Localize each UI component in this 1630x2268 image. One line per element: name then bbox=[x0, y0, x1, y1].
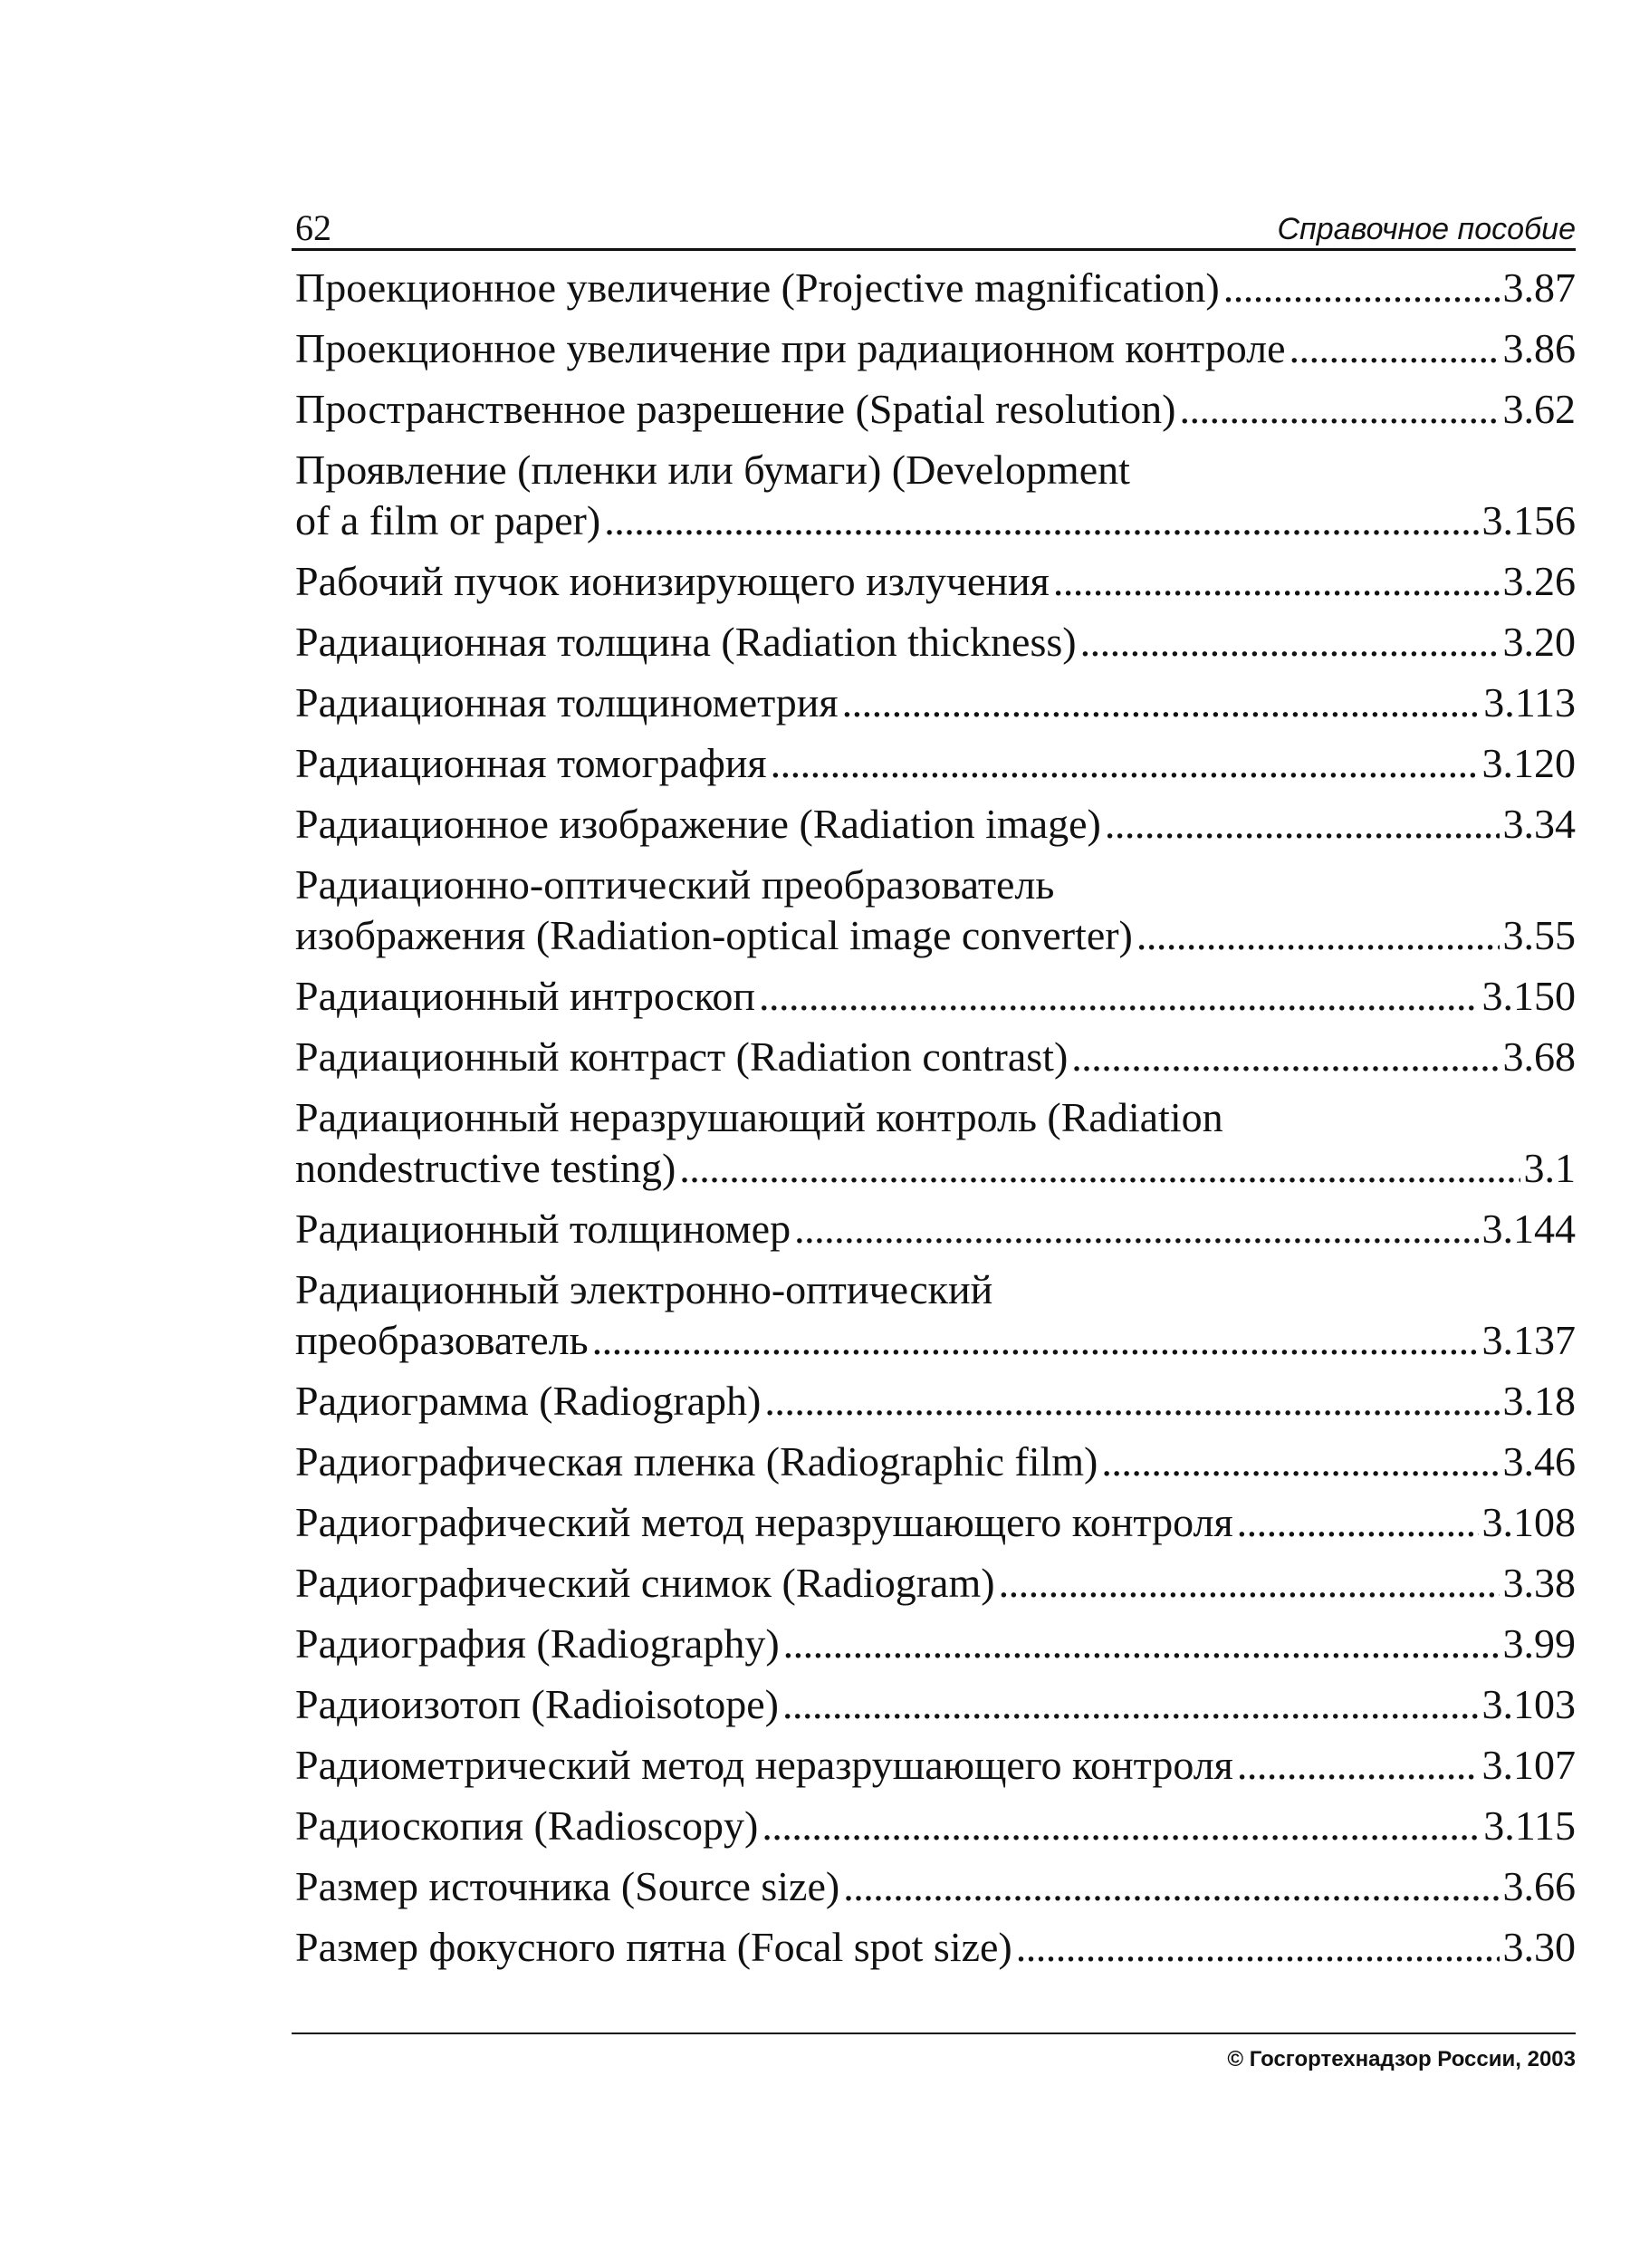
dot-leader bbox=[762, 1795, 1480, 1856]
entry-row bbox=[295, 1552, 1576, 1613]
entry-row bbox=[295, 966, 1576, 1026]
entry-row bbox=[295, 318, 1576, 379]
dot-leader bbox=[1053, 551, 1500, 611]
entry-row bbox=[295, 1917, 1576, 1977]
index-entry bbox=[295, 1492, 1576, 1552]
entry-row bbox=[295, 1613, 1576, 1674]
entry-term: of a film or paper) bbox=[295, 497, 601, 543]
entry-row bbox=[295, 1492, 1576, 1552]
index-entry bbox=[295, 1259, 1576, 1370]
index-entry bbox=[295, 439, 1576, 551]
dot-leader bbox=[1105, 793, 1500, 854]
running-title: Справочное пособие bbox=[1277, 212, 1576, 246]
entry-reference: 3.115 bbox=[1483, 1802, 1576, 1849]
entry-reference: 3.1 bbox=[1523, 1145, 1576, 1191]
index-entry bbox=[295, 1795, 1576, 1856]
entry-row bbox=[295, 551, 1576, 611]
entry-row bbox=[295, 1026, 1576, 1087]
entry-row bbox=[295, 1315, 1576, 1366]
entry-row bbox=[295, 1735, 1576, 1795]
index-entry bbox=[295, 966, 1576, 1026]
entry-term: Радиационный интроскоп bbox=[295, 973, 756, 1019]
dot-leader bbox=[783, 1613, 1500, 1674]
index-entry bbox=[295, 551, 1576, 611]
index-entry bbox=[295, 672, 1576, 733]
entry-row bbox=[295, 910, 1576, 961]
dot-leader bbox=[1136, 910, 1500, 961]
entry-row bbox=[295, 1795, 1576, 1856]
entry-term: Пространственное разрешение (Spatial resolution) bbox=[295, 386, 1176, 432]
entry-reference: 3.18 bbox=[1502, 1378, 1576, 1424]
dot-leader bbox=[999, 1552, 1500, 1613]
dot-leader bbox=[794, 1198, 1478, 1259]
entry-term-line: Радиационный неразрушающий контроль (Radiation bbox=[295, 1094, 1223, 1140]
entry-term-line: Радиационный электронно-оптический bbox=[295, 1266, 993, 1312]
entry-row bbox=[295, 733, 1576, 793]
dot-leader bbox=[1237, 1735, 1479, 1795]
entry-term: Радиография (Radiography) bbox=[295, 1620, 780, 1667]
entry-term-line: Проявление (пленки или бумаги) (Development bbox=[295, 447, 1130, 493]
entry-term: Радиационный толщиномер bbox=[295, 1206, 791, 1252]
entry-row bbox=[295, 1198, 1576, 1259]
entry-reference: 3.150 bbox=[1481, 973, 1576, 1019]
entry-term: Радиометрический метод неразрушающего контроля bbox=[295, 1742, 1233, 1788]
index-entry bbox=[295, 854, 1576, 966]
dot-leader bbox=[843, 1856, 1499, 1917]
dot-leader bbox=[771, 733, 1479, 793]
dot-leader bbox=[1080, 611, 1500, 672]
dot-leader bbox=[782, 1674, 1479, 1735]
entry-term: Размер фокусного пятна (Focal spot size) bbox=[295, 1924, 1012, 1970]
index-entry bbox=[295, 1613, 1576, 1674]
index-entry bbox=[295, 611, 1576, 672]
entry-reference: 3.34 bbox=[1502, 801, 1576, 847]
index-entry bbox=[295, 1198, 1576, 1259]
index-entry bbox=[295, 1370, 1576, 1431]
entry-row bbox=[295, 793, 1576, 854]
index-entry bbox=[295, 1674, 1576, 1735]
entry-row bbox=[295, 672, 1576, 733]
entry-reference: 3.137 bbox=[1481, 1317, 1576, 1363]
index-entry bbox=[295, 1431, 1576, 1492]
index-entry bbox=[295, 1087, 1576, 1198]
entry-row bbox=[295, 1370, 1576, 1431]
index-entry bbox=[295, 379, 1576, 439]
index-entry bbox=[295, 257, 1576, 318]
entry-row bbox=[295, 1143, 1576, 1194]
entry-reference: 3.103 bbox=[1481, 1681, 1576, 1727]
entry-reference: 3.120 bbox=[1481, 740, 1576, 786]
entry-term: Радиационная толщина (Radiation thickness) bbox=[295, 619, 1077, 665]
page-number: 62 bbox=[295, 207, 331, 248]
index-entry bbox=[295, 1552, 1576, 1613]
entry-term: Радиографическая пленка (Radiographic film) bbox=[295, 1438, 1098, 1485]
entry-reference: 3.108 bbox=[1481, 1499, 1576, 1545]
footer-divider bbox=[292, 2033, 1576, 2034]
dot-leader bbox=[764, 1370, 1499, 1431]
dot-leader bbox=[1101, 1431, 1499, 1492]
entry-reference: 3.30 bbox=[1502, 1924, 1576, 1970]
entry-term: Радиограмма (Radiograph) bbox=[295, 1378, 762, 1424]
dot-leader bbox=[1290, 318, 1500, 379]
index-entry bbox=[295, 1026, 1576, 1087]
entry-term: Радиоизотоп (Radioisotope) bbox=[295, 1681, 779, 1727]
entry-row bbox=[295, 1431, 1576, 1492]
index-entry bbox=[295, 318, 1576, 379]
index-entry bbox=[295, 1917, 1576, 1977]
index-entry-list bbox=[295, 257, 1576, 1977]
entry-term: Радиографический снимок (Radiogram) bbox=[295, 1560, 995, 1606]
entry-reference: 3.46 bbox=[1502, 1438, 1576, 1485]
dot-leader bbox=[1071, 1026, 1499, 1087]
index-entry bbox=[295, 793, 1576, 854]
dot-leader bbox=[1016, 1917, 1500, 1977]
entry-term: Радиационный контраст (Radiation contrast) bbox=[295, 1033, 1069, 1080]
entry-reference: 3.113 bbox=[1483, 679, 1576, 726]
entry-reference: 3.68 bbox=[1502, 1033, 1576, 1080]
entry-term: Радиационная толщинометрия bbox=[295, 679, 839, 726]
copyright-footer: © Госгортехнадзор России, 2003 bbox=[1227, 2047, 1576, 2071]
entry-reference: 3.66 bbox=[1502, 1863, 1576, 1909]
dot-leader bbox=[759, 966, 1478, 1026]
entry-term-line: Радиационно-оптический преобразователь bbox=[295, 861, 1055, 908]
index-entry bbox=[295, 733, 1576, 793]
entry-reference: 3.87 bbox=[1502, 264, 1576, 311]
entry-reference: 3.55 bbox=[1502, 912, 1576, 958]
entry-reference: 3.99 bbox=[1502, 1620, 1576, 1667]
entry-reference: 3.156 bbox=[1481, 497, 1576, 543]
entry-row bbox=[295, 1674, 1576, 1735]
entry-row bbox=[295, 1856, 1576, 1917]
entry-reference: 3.144 bbox=[1481, 1206, 1576, 1252]
entry-term: изображения (Radiation-optical image converter) bbox=[295, 912, 1133, 958]
dot-leader bbox=[604, 495, 1478, 546]
entry-term: Размер источника (Source size) bbox=[295, 1863, 840, 1909]
entry-term: Радиоскопия (Radioscopy) bbox=[295, 1802, 759, 1849]
entry-term: nondestructive testing) bbox=[295, 1145, 676, 1191]
entry-term: Рабочий пучок ионизирующего излучения bbox=[295, 558, 1050, 604]
entry-row bbox=[295, 379, 1576, 439]
entry-reference: 3.62 bbox=[1502, 386, 1576, 432]
entry-reference: 3.86 bbox=[1502, 325, 1576, 371]
index-entry bbox=[295, 1735, 1576, 1795]
dot-leader bbox=[1179, 379, 1499, 439]
entry-reference: 3.26 bbox=[1502, 558, 1576, 604]
index-entry bbox=[295, 1856, 1576, 1917]
entry-term: Радиационная томография bbox=[295, 740, 767, 786]
entry-reference: 3.20 bbox=[1502, 619, 1576, 665]
dot-leader bbox=[842, 672, 1481, 733]
page-header bbox=[292, 199, 1576, 251]
entry-row bbox=[295, 257, 1576, 318]
entry-term: Проекционное увеличение при радиационном контроле bbox=[295, 325, 1286, 371]
entry-row bbox=[295, 611, 1576, 672]
entry-term: Проекционное увеличение (Projective magnification) bbox=[295, 264, 1220, 311]
entry-reference: 3.38 bbox=[1502, 1560, 1576, 1606]
entry-term: Радиографический метод неразрушающего контроля bbox=[295, 1499, 1233, 1545]
entry-reference: 3.107 bbox=[1481, 1742, 1576, 1788]
entry-term: преобразователь bbox=[295, 1317, 589, 1363]
dot-leader bbox=[1237, 1492, 1479, 1552]
dot-leader bbox=[679, 1143, 1520, 1194]
entry-term: Радиационное изображение (Radiation image) bbox=[295, 801, 1101, 847]
entry-row bbox=[295, 495, 1576, 546]
dot-leader bbox=[1223, 257, 1500, 318]
dot-leader bbox=[592, 1315, 1479, 1366]
